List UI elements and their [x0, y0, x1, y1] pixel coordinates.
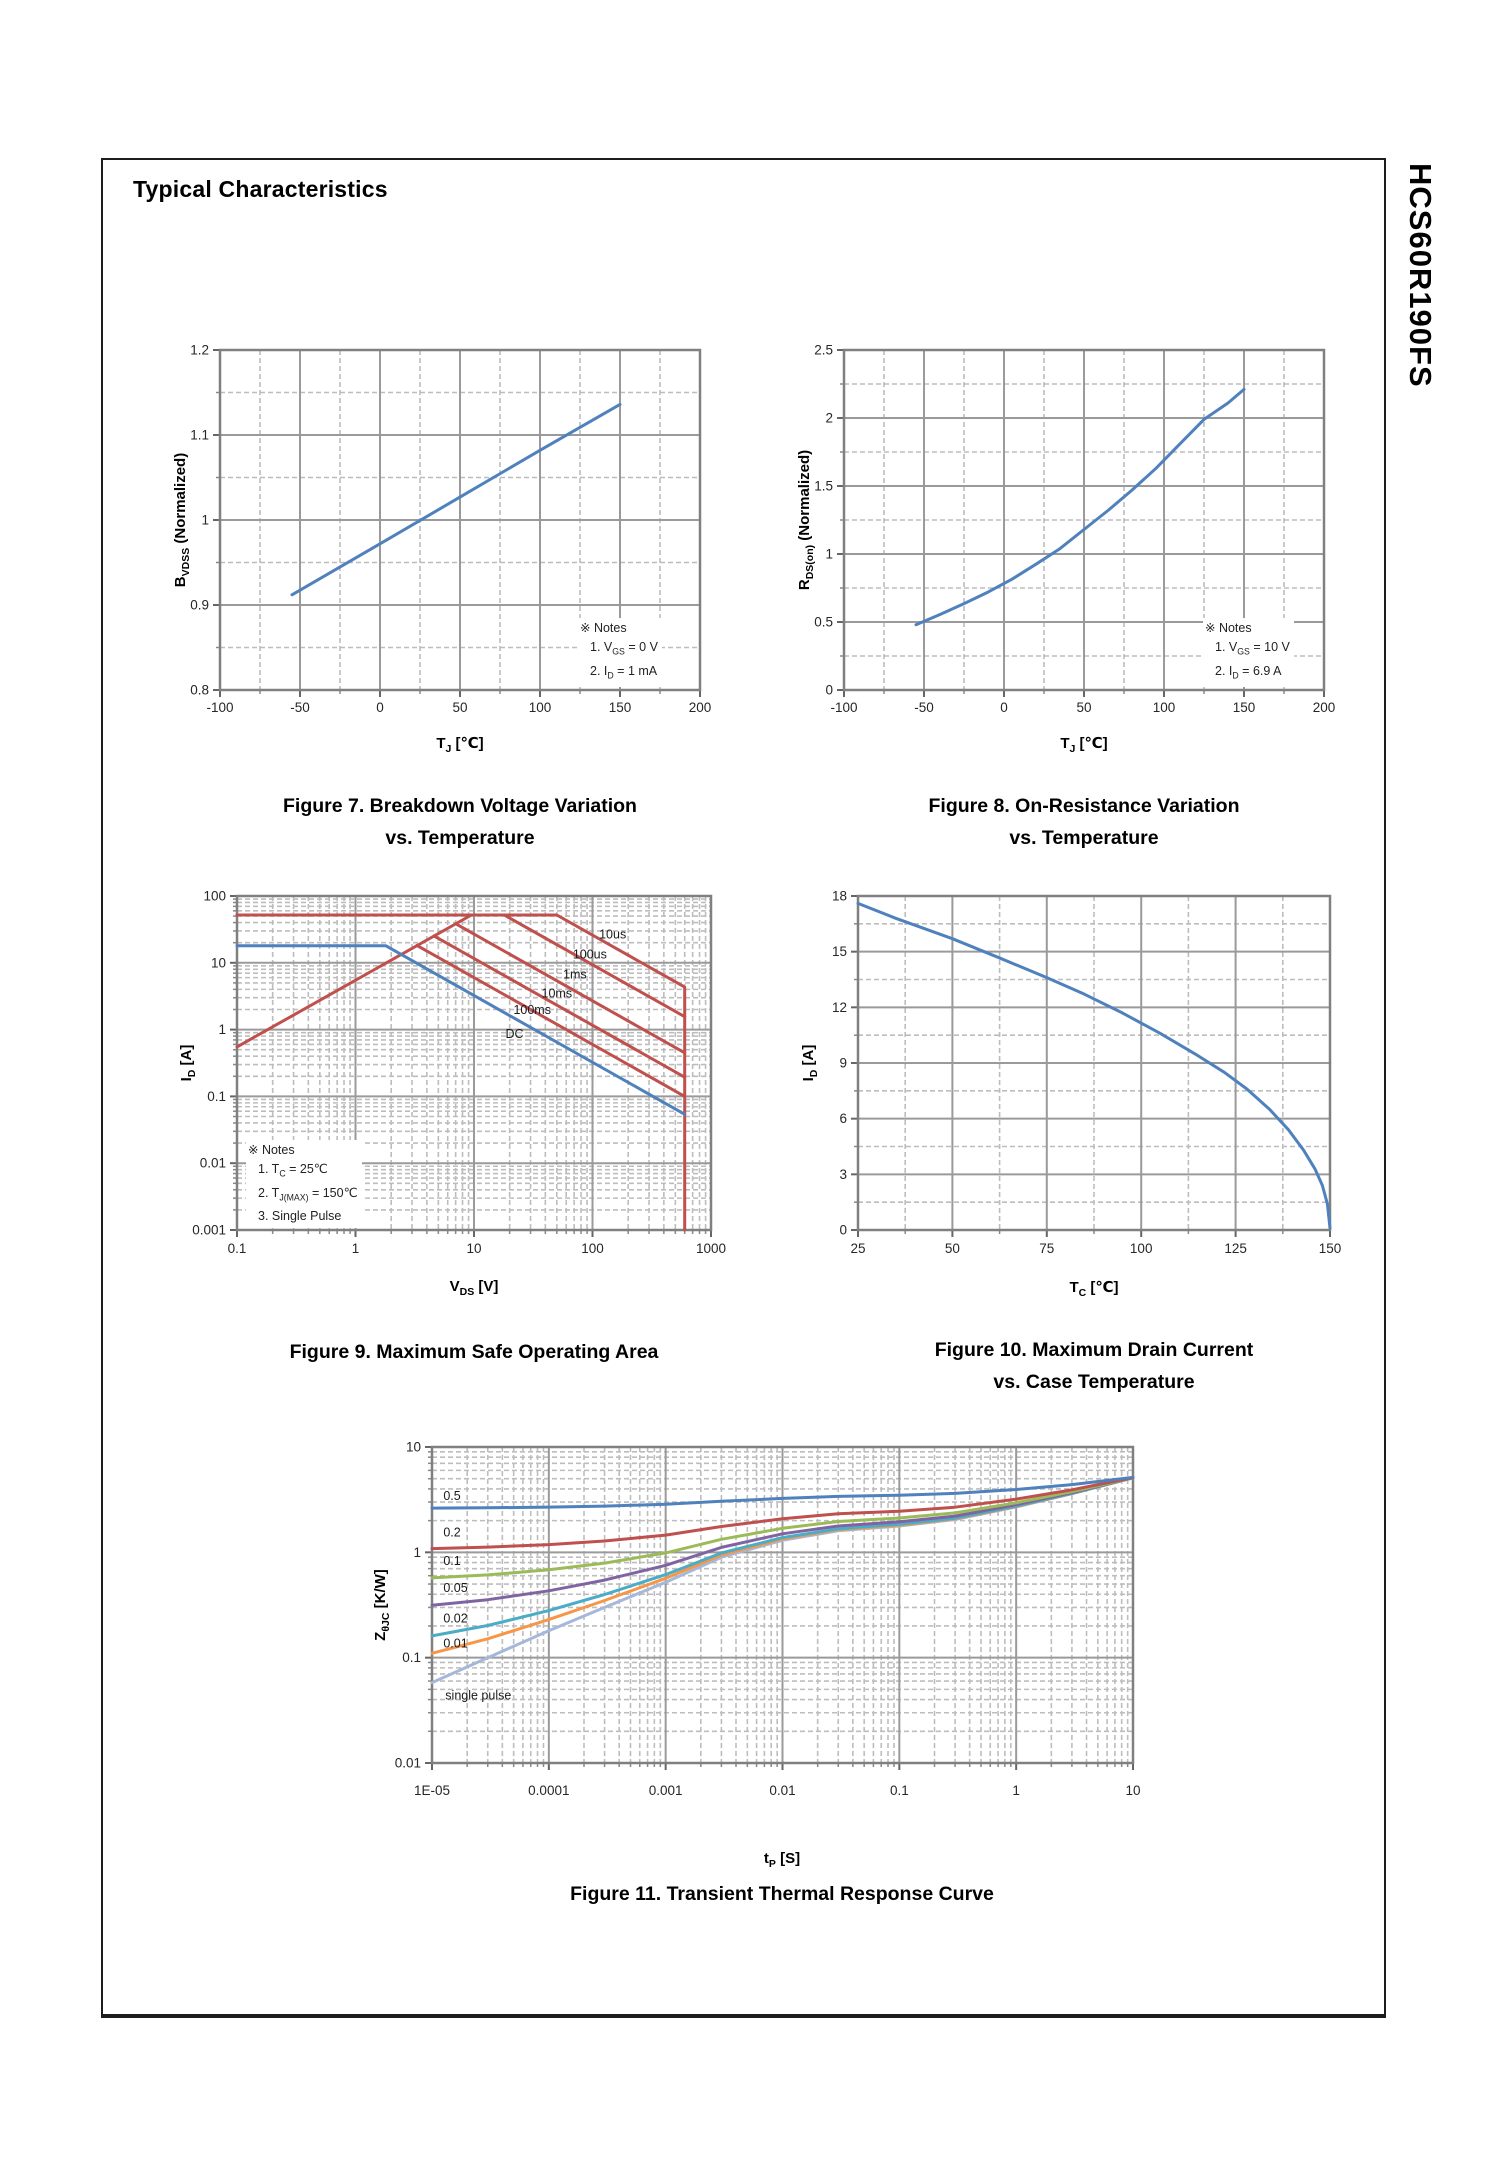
curve-label-single-pulse: single pulse	[445, 1688, 512, 1703]
fig7-y-axis-title: $B_{VDSS}$ (Normalized)	[172, 452, 192, 588]
x-tick-label: 150	[1232, 700, 1256, 715]
y-tick-label: 1	[218, 1022, 226, 1038]
x-tick-label: 10	[1125, 1783, 1141, 1798]
y-tick-label: 1	[413, 1544, 421, 1560]
series-RDS(on)-normalized	[916, 389, 1244, 624]
y-tick-label: 0	[839, 1222, 847, 1238]
x-tick-label: 0.1	[227, 1241, 247, 1256]
y-tick-label: 18	[831, 888, 847, 904]
y-tick-label: 0.01	[199, 1155, 226, 1171]
x-tick-label: 75	[1039, 1241, 1055, 1256]
y-tick-label: 0.001	[192, 1222, 226, 1238]
note-line: ※ Notes	[248, 1143, 295, 1157]
x-tick-label: 1E-05	[413, 1783, 451, 1798]
x-tick-label: 0.001	[648, 1783, 683, 1798]
fig11-y-axis-title: $Z_{\theta JC}$ [K/W]	[372, 1569, 392, 1641]
x-tick-label: -100	[206, 700, 234, 715]
x-tick-label: 50	[1076, 700, 1092, 715]
fig7-notes	[578, 618, 662, 687]
caption-line: Figure 9. Maximum Safe Operating Area	[289, 1341, 659, 1363]
note-line: 2. $I_D = 6.9$ A	[1215, 663, 1282, 680]
y-tick-label: 100	[203, 888, 226, 904]
y-tick-label: 0.1	[402, 1650, 421, 1666]
x-tick-label: 1000	[695, 1241, 727, 1256]
y-tick-label: 0.1	[207, 1088, 226, 1104]
curve-label-1ms: 1ms	[563, 967, 587, 982]
x-tick-label: 50	[452, 700, 468, 715]
x-tick-label: 100	[528, 700, 552, 715]
y-tick-label: 2	[825, 410, 833, 426]
y-tick-label: 0	[825, 682, 833, 698]
series-BVDSS-normalized	[292, 404, 620, 594]
figure-10-caption	[844, 1334, 1344, 1398]
note-line: ※ Notes	[580, 621, 627, 635]
x-tick-label: -50	[290, 700, 310, 715]
curve-label-0.1: 0.1	[443, 1553, 461, 1568]
x-tick-label: 0.0001	[528, 1783, 570, 1798]
y-tick-label: 6	[839, 1111, 847, 1127]
x-tick-label: 150	[1318, 1241, 1342, 1256]
fig8-y-axis-title: $R_{DS(on)}$ (Normalized)	[796, 449, 816, 591]
x-tick-label: 0	[1000, 700, 1008, 715]
figure-11-caption	[432, 1878, 1132, 1910]
curve-label-0.05: 0.05	[443, 1581, 468, 1596]
curve-label-10us: 10us	[599, 927, 627, 942]
series-100ms	[417, 945, 685, 1096]
y-tick-label: 15	[831, 944, 847, 960]
curve-label-DC: DC	[505, 1026, 524, 1041]
y-tick-label: 1.2	[190, 342, 209, 358]
x-tick-label: 25	[850, 1241, 866, 1256]
x-tick-label: 200	[1312, 700, 1336, 715]
note-line: 1. $V_{GS} = 10$ V	[1215, 640, 1290, 657]
caption-line: vs. Temperature	[1009, 827, 1159, 849]
curve-label-100us: 100us	[572, 947, 607, 962]
note-line: 2. $I_D = 1$ mA	[590, 663, 658, 680]
x-tick-label: 150	[608, 700, 632, 715]
caption-line: Figure 11. Transient Thermal Response Curve	[570, 1883, 994, 1905]
x-tick-label: 50	[944, 1241, 960, 1256]
fig7-x-axis-title: $T_J$ [℃]	[436, 735, 484, 755]
curve-label-0.5: 0.5	[443, 1488, 461, 1503]
x-tick-label: 1	[351, 1241, 360, 1256]
note-line: 3. Single Pulse	[258, 1209, 342, 1223]
note-line: ※ Notes	[1205, 621, 1252, 635]
x-tick-label: 100	[1129, 1241, 1153, 1256]
x-tick-label: 0	[376, 700, 384, 715]
y-tick-label: 0.01	[394, 1755, 421, 1771]
fig9-x-axis-title: $V_{DS}$ [V]	[449, 1278, 499, 1298]
caption-line: vs. Temperature	[385, 827, 535, 849]
x-tick-label: 0.01	[769, 1783, 796, 1798]
fig8-notes	[1203, 618, 1294, 687]
curve-label-0.2: 0.2	[443, 1525, 461, 1540]
y-tick-label: 3	[839, 1166, 847, 1182]
x-tick-label: 10	[466, 1241, 482, 1256]
fig9-notes	[246, 1140, 362, 1228]
y-tick-label: 9	[839, 1055, 847, 1071]
caption-line: Figure 10. Maximum Drain Current	[934, 1339, 1254, 1361]
fig10-plot	[783, 884, 1358, 1280]
y-tick-label: 1.1	[190, 427, 209, 443]
page-title: Typical Characteristics	[133, 176, 388, 202]
fig10-y-axis-title: $I_D$ [A]	[800, 1044, 820, 1082]
y-tick-label: 10	[405, 1439, 421, 1455]
y-tick-label: 12	[831, 999, 847, 1015]
curve-label-100ms: 100ms	[513, 1003, 551, 1018]
y-tick-label: 10	[210, 955, 226, 971]
fig9-y-axis-title: $I_D$ [A]	[178, 1044, 198, 1082]
x-tick-label: -100	[830, 700, 858, 715]
caption-line: Figure 8. On-Resistance Variation	[928, 795, 1240, 817]
y-tick-label: 1.5	[814, 478, 833, 494]
x-tick-label: 100	[1152, 700, 1176, 715]
fig10-x-axis-title: $T_C$ [℃]	[1069, 1279, 1119, 1299]
x-tick-label: 125	[1224, 1241, 1247, 1256]
y-tick-label: 0.5	[814, 614, 833, 630]
curve-label-0.02: 0.02	[443, 1611, 468, 1626]
fig11-plot	[357, 1435, 1167, 1839]
x-tick-label: 100	[581, 1241, 604, 1256]
x-tick-label: -50	[914, 700, 934, 715]
x-tick-label: 200	[688, 700, 712, 715]
y-tick-label: 0.9	[190, 597, 209, 613]
note-line: 1. $V_{GS} = 0$ V	[590, 640, 658, 657]
y-tick-label: 1	[825, 546, 833, 562]
figure-7-caption	[210, 790, 710, 854]
fig11-x-axis-title: $t_P$ [S]	[763, 1850, 801, 1870]
caption-line: vs. Case Temperature	[993, 1371, 1195, 1393]
x-tick-label: 0.1	[889, 1783, 909, 1798]
figure-8-caption	[834, 790, 1334, 854]
figure-9-caption	[194, 1336, 754, 1368]
y-tick-label: 0.8	[190, 682, 209, 698]
curve-label-0.01: 0.01	[443, 1636, 468, 1651]
y-tick-label: 2.5	[814, 342, 833, 358]
x-tick-label: 1	[1012, 1783, 1020, 1798]
y-tick-label: 1	[201, 512, 209, 528]
caption-line: Figure 7. Breakdown Voltage Variation	[283, 795, 637, 817]
note-line: 2. $T_{J(MAX)}$ = 150℃	[258, 1185, 358, 1202]
curve-label-10ms: 10ms	[541, 986, 573, 1001]
note-line: 1. $T_C$ = 25℃	[258, 1162, 328, 1179]
part-number-label: HCS60R190FS	[1403, 163, 1438, 388]
fig8-x-axis-title: $T_J$ [℃]	[1060, 735, 1108, 755]
